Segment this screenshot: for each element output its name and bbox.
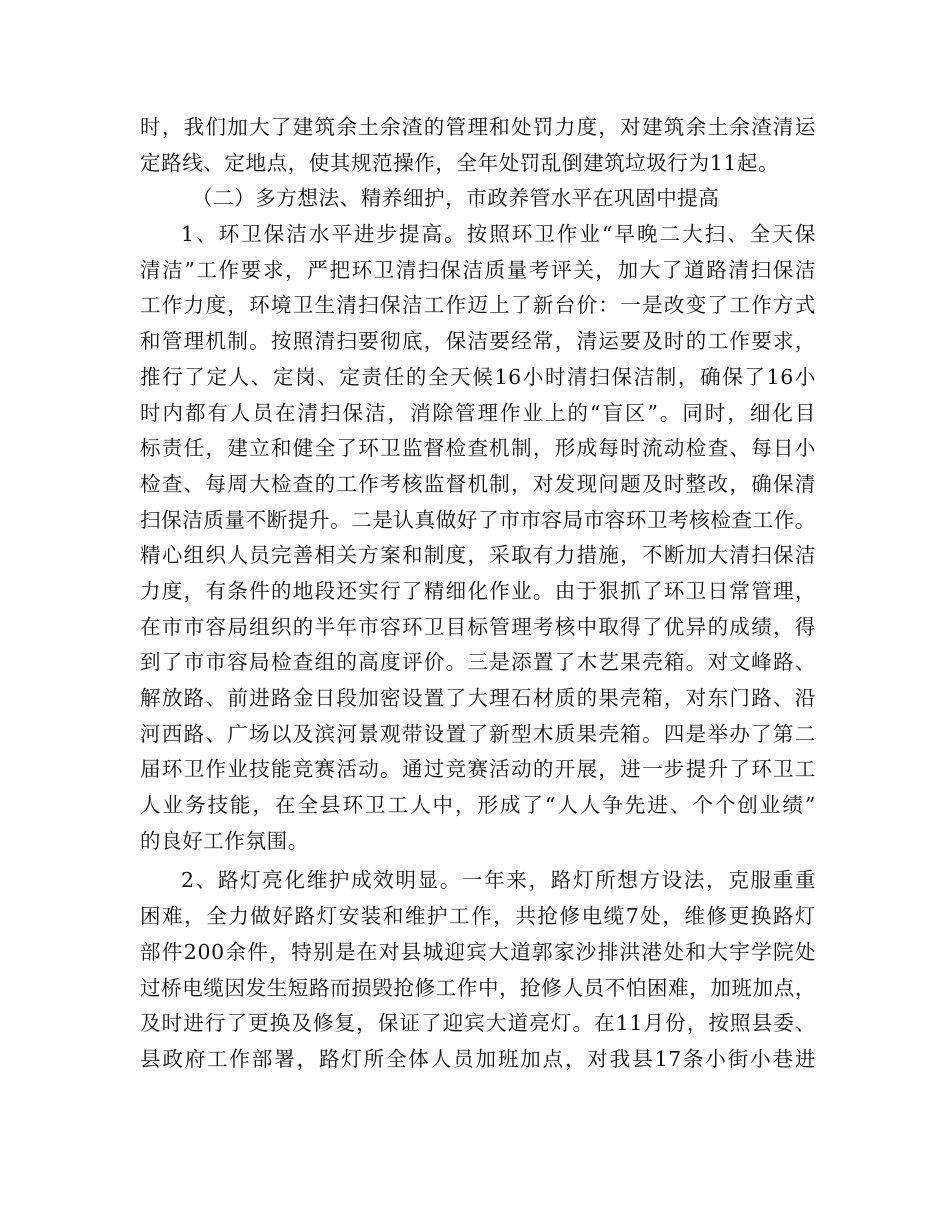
item-2-paragraph	[140, 863, 816, 1077]
text-line: 推行了定人、定岗、定责任的全天候16小时清扫保洁制，确保了16小	[140, 364, 816, 389]
text-line: 县政府工作部署，路灯所全体人员加班加点，对我县17条小街小巷进	[140, 1046, 816, 1071]
text-line: 河西路、广场以及滨河景观带设置了新型木质果壳箱。四是举办了第二	[140, 721, 816, 746]
text-line: 到了市市容局检查组的高度评价。三是添置了木艺果壳箱。对文峰路、	[140, 650, 816, 675]
section-heading-2	[140, 181, 816, 217]
section-heading-text: （二）多方想法、精养细护，市政养管水平在巩固中提高	[192, 186, 720, 211]
text-line: 时内都有人员在清扫保洁，消除管理作业上的“盲区”。同时，细化目	[140, 400, 816, 425]
text-line: 时，我们加大了建筑余土余渣的管理和处罚力度，对建筑余土余渣清运	[140, 115, 816, 139]
text-line: 部件200余件，特别是在对县城迎宾大道郭家沙排洪港处和大宇学院处	[140, 939, 816, 964]
text-line: 检查、每周大检查的工作考核监督机制，对发现问题及时整改，确保清	[140, 471, 816, 496]
text-line: 解放路、前进路金日段加密设置了大理石材质的果壳箱，对东门路、沿	[140, 686, 816, 710]
text-line: 定路线、定地点，使其规范操作，全年处罚乱倒建筑垃圾行为11起。	[140, 150, 780, 175]
text-line: 的良好工作氛围。	[140, 828, 309, 853]
text-line: 扫保洁质量不断提升。二是认真做好了市市容局市容环卫考核检查工作。	[140, 507, 816, 532]
text-line: 2、路灯亮化维护成效明显。一年来，路灯所想方设法，克服重重	[181, 868, 816, 893]
text-line: 过桥电缆因发生短路而损毁抢修工作中，抢修人员不怕困难，加班加点，	[140, 975, 816, 1000]
text-line: 在市市容局组织的半年市容环卫目标管理考核中取得了优异的成绩，得	[140, 614, 816, 639]
text-line: 1、环卫保洁水平进步提高。按照环卫作业“早晚二大扫、全天保	[181, 222, 816, 247]
text-line: 届环卫作业技能竞赛活动。通过竞赛活动的开展，进一步提升了环卫工	[140, 757, 816, 782]
text-line: 精心组织人员完善相关方案和制度，采取有力措施，不断加大清扫保洁	[140, 543, 816, 568]
text-line: 工作力度，环境卫生清扫保洁工作迈上了新台价：一是改变了工作方式	[140, 293, 816, 318]
text-line: 标责任，建立和健全了环卫监督检查机制，形成每时流动检查、每日小	[140, 436, 816, 461]
continuation-paragraph	[140, 110, 816, 181]
document-page	[140, 110, 816, 1078]
text-line: 清洁”工作要求，严把环卫清扫保洁质量考评关，加大了道路清扫保洁	[140, 257, 816, 282]
text-line: 和管理机制。按照清扫要彻底，保洁要经常，清运要及时的工作要求，	[140, 329, 816, 354]
text-line: 及时进行了更换及修复，保证了迎宾大道亮灯。在11月份，按照县委、	[140, 1011, 816, 1036]
text-line: 困难，全力做好路灯安装和维护工作，共抢修电缆7处，维修更换路灯	[140, 904, 816, 929]
text-line: 人业务技能，在全县环卫工人中，形成了“人人争先进、个个创业绩”	[140, 793, 816, 818]
item-1-paragraph	[140, 217, 816, 859]
text-line: 力度，有条件的地段还实行了精细化作业。由于狠抓了环卫日常管理，	[140, 578, 816, 603]
